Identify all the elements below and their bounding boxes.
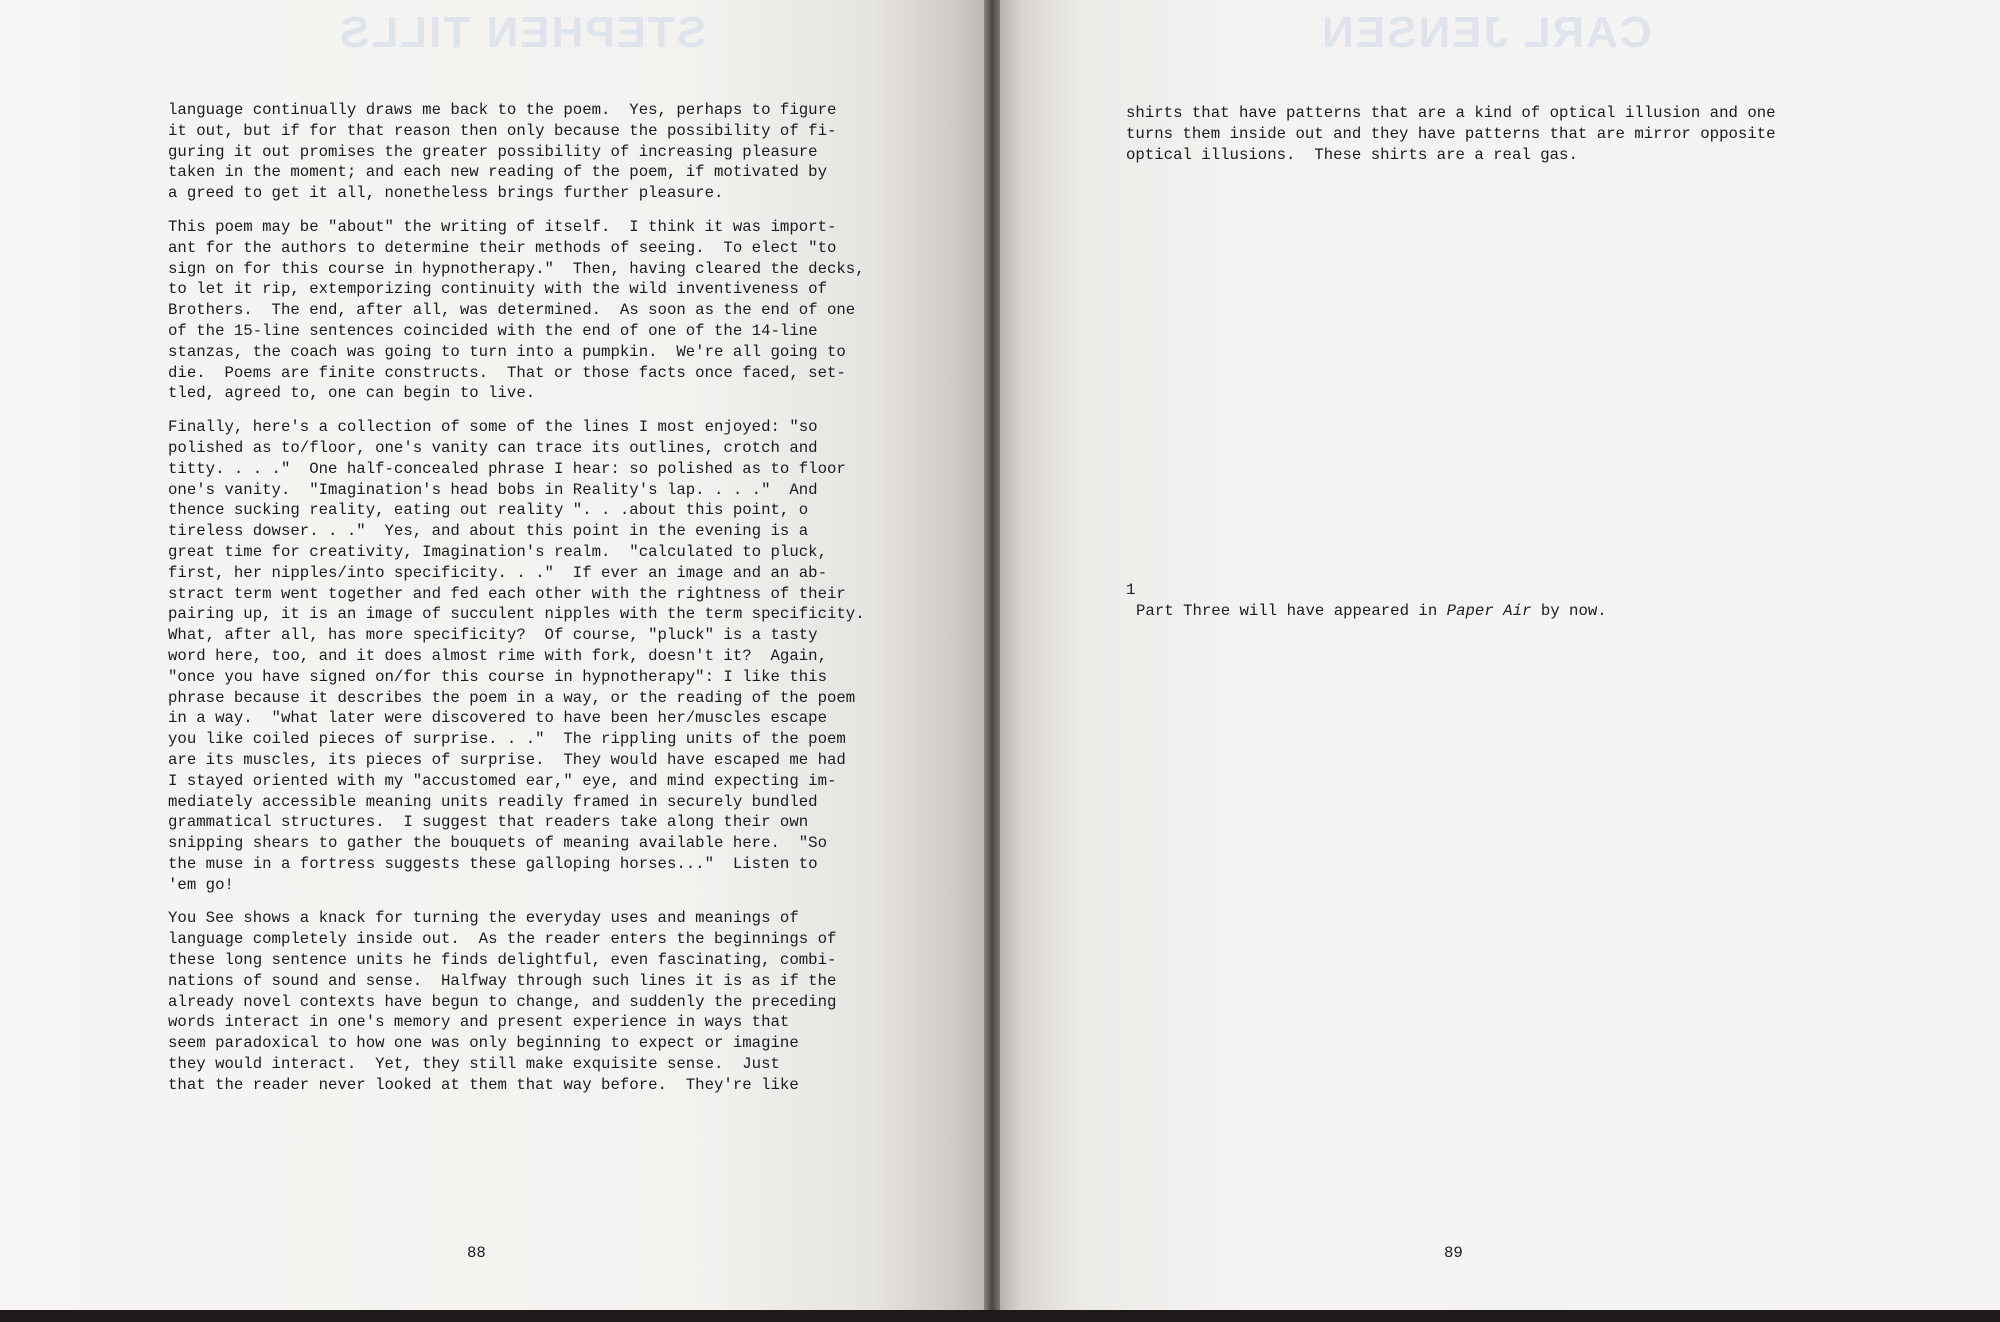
text-line: "once you have signed on/for this course in hypnotherapy": I like this [168,667,827,686]
text-line: grammatical structures. I suggest that readers take along their own [168,813,809,832]
text-line: Brothers. The end, after all, was determined. As soon as the end of one [168,301,856,320]
text-line: they would interact. Yet, they still make exquisite sense. Just [168,1055,780,1074]
right-page [992,0,2000,1316]
text-line: first, her nipples/into specificity. . ." If ever an image and an ab- [168,563,827,582]
right-bleedthrough-heading: CARL JENSEN [1320,8,1652,57]
text-line: language continually draws me back to the poem. Yes, perhaps to figure [168,101,837,119]
text-line: You See shows a knack for turning the everyday uses and meanings of [168,909,799,928]
text-line: great time for creativity, Imagination's realm. "calculated to pluck, [168,542,827,561]
text-line: it out, but if for that reason then only because the possibility of fi- [168,121,837,140]
footnote-text-before: Part Three will have appeared in [1136,602,1447,620]
text-line: Finally, here's a collection of some of the lines I most enjoyed: "so [168,418,818,437]
text-line: pairing up, it is an image of succulent nipples with the term specificity. [168,605,865,624]
text-line: to let it rip, extemporizing continuity with the wild inventiveness of [168,280,827,299]
paragraph [168,100,948,204]
text-line: tled, agreed to, one can begin to live. [168,384,536,403]
text-line: are its muscles, its pieces of surprise. They would have escaped me had [168,750,846,769]
text-line: guring it out promises the greater possibility of increasing pleasure [168,142,818,161]
text-line: 'em go! [168,875,234,894]
text-line: you like coiled pieces of surprise. . ." The rippling units of the poem [168,730,846,749]
text-line: shirts that have patterns that are a kind of optical illusion and one [1126,104,1776,122]
right-page-number: 89 [1444,1244,1463,1262]
footnote-text-after: by now. [1531,602,1607,620]
text-line: tireless dowser. . ." Yes, and about this point in the evening is a [168,522,809,541]
text-line: ant for the authors to determine their methods of seeing. To elect "to [168,238,837,257]
text-line: taken in the moment; and each new reading of the poem, if motivated by [168,163,827,182]
text-line: nations of sound and sense. Halfway through such lines it is as if the [168,971,837,990]
text-line: What, after all, has more specificity? Of course, "pluck" is a tasty [168,626,818,645]
paragraph [168,908,948,1095]
paragraph [168,217,948,404]
text-line: in a way. "what later were discovered to have been her/muscles escape [168,709,827,728]
text-line: word here, too, and it does almost rime with fork, doesn't it? Again, [168,646,827,665]
text-line: phrase because it describes the poem in a way, or the reading of the poem [168,688,856,707]
text-line: that the reader never looked at them that way before. They're like [168,1075,799,1094]
text-line: the muse in a fortress suggests these galloping horses..." Listen to [168,854,818,873]
text-line: optical illusions. These shirts are a real gas. [1126,145,1578,164]
text-line: sign on for this course in hypnotherapy." Then, having cleared the decks, [168,259,865,278]
text-line: mediately accessible meaning units readily framed in securely bundled [168,792,818,811]
text-line: of the 15-line sentences coincided with the end of one of the 14-line [168,321,818,340]
text-line: I stayed oriented with my "accustomed ear," eye, and mind expecting im- [168,771,837,790]
left-bleedthrough-heading: STEPHEN TILLS [338,8,707,57]
footnote-text [1136,601,1607,622]
text-line: these long sentence units he finds delightful, even fascinating, combi- [168,951,837,970]
left-page-number: 88 [467,1244,486,1262]
right-page-body [1126,103,1776,178]
text-line: a greed to get it all, nonetheless brings further pleasure. [168,184,724,203]
text-line: one's vanity. "Imagination's head bobs in Reality's lap. . . ." And [168,480,818,499]
footnote-title: Paper Air [1446,602,1532,620]
text-line: stanzas, the coach was going to turn into a pumpkin. We're all going to [168,342,846,361]
text-line: die. Poems are finite constructs. That or those facts once faced, set- [168,363,846,382]
book-gutter [984,0,1000,1322]
text-line: turns them inside out and they have patterns that are mirror opposite [1126,124,1776,143]
text-line: already novel contexts have begun to change, and suddenly the preceding [168,992,837,1011]
text-line: seem paradoxical to how one was only beginning to expect or imagine [168,1034,799,1053]
text-line: polished as to/floor, one's vanity can trace its outlines, crotch and [168,438,818,457]
text-line: thence sucking reality, eating out reality ". . .about this point, o [168,501,809,520]
text-line: language completely inside out. As the reader enters the beginnings of [168,930,837,949]
paragraph [1126,103,1776,165]
text-line: titty. . . ." One half-concealed phrase I hear: so polished as to floor [168,459,846,478]
bottom-edge [0,1310,2000,1322]
left-page [0,0,992,1316]
text-line: words interact in one's memory and present experience in ways that [168,1013,790,1032]
text-line: This poem may be "about" the writing of itself. I think it was import- [168,217,837,236]
left-page-body [168,100,948,1109]
text-line: snipping shears to gather the bouquets of meaning available here. "So [168,834,827,853]
text-line: stract term went together and fed each other with the rightness of their [168,584,846,603]
footnote-number: 1 [1126,581,1136,599]
paragraph [168,417,948,895]
